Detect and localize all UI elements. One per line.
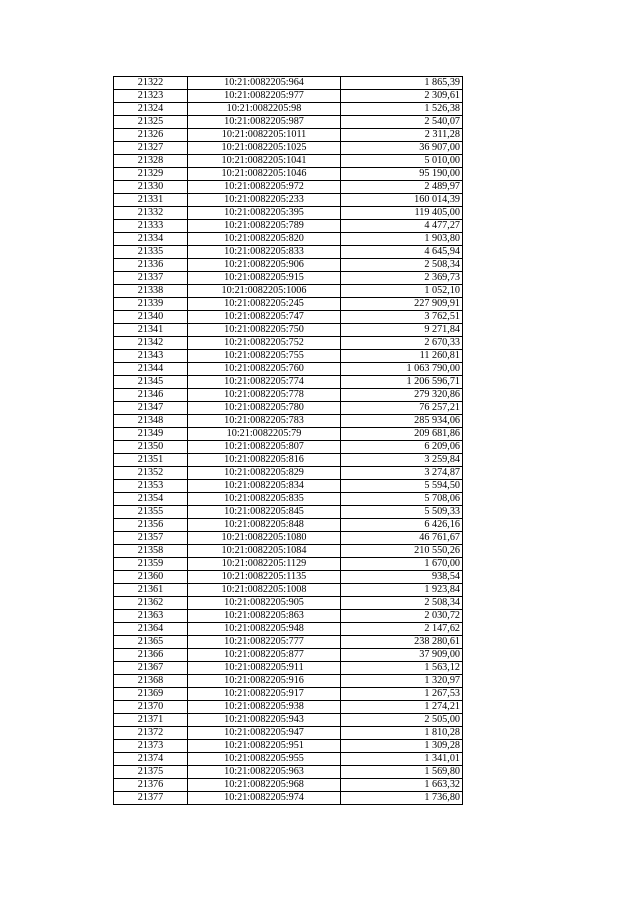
cadastral-number-cell: 10:21:0082205:833 — [188, 246, 341, 259]
row-number-cell: 21356 — [114, 519, 188, 532]
table-row — [114, 480, 463, 493]
table-row — [114, 207, 463, 220]
value-cell: 1 663,32 — [341, 779, 463, 792]
row-number-cell: 21375 — [114, 766, 188, 779]
cadastral-number-cell: 10:21:0082205:1135 — [188, 571, 341, 584]
cadastral-number-cell: 10:21:0082205:848 — [188, 519, 341, 532]
row-number-cell: 21362 — [114, 597, 188, 610]
cadastral-number-cell: 10:21:0082205:747 — [188, 311, 341, 324]
table-row — [114, 259, 463, 272]
cadastral-number-cell: 10:21:0082205:816 — [188, 454, 341, 467]
cadastral-number-cell: 10:21:0082205:863 — [188, 610, 341, 623]
cadastral-number-cell: 10:21:0082205:783 — [188, 415, 341, 428]
table-row — [114, 584, 463, 597]
value-cell: 5 594,50 — [341, 480, 463, 493]
value-cell: 46 761,67 — [341, 532, 463, 545]
cadastral-number-cell: 10:21:0082205:906 — [188, 259, 341, 272]
table-row — [114, 246, 463, 259]
cadastral-number-cell: 10:21:0082205:877 — [188, 649, 341, 662]
value-cell: 119 405,00 — [341, 207, 463, 220]
value-cell: 2 508,34 — [341, 597, 463, 610]
row-number-cell: 21372 — [114, 727, 188, 740]
cadastral-number-cell: 10:21:0082205:1084 — [188, 545, 341, 558]
cadastral-number-cell: 10:21:0082205:948 — [188, 623, 341, 636]
value-cell: 227 909,91 — [341, 298, 463, 311]
value-cell: 2 369,73 — [341, 272, 463, 285]
table-row — [114, 441, 463, 454]
table-row — [114, 233, 463, 246]
row-number-cell: 21373 — [114, 740, 188, 753]
row-number-cell: 21324 — [114, 103, 188, 116]
cadastral-number-cell: 10:21:0082205:777 — [188, 636, 341, 649]
value-cell: 6 426,16 — [341, 519, 463, 532]
value-cell: 2 030,72 — [341, 610, 463, 623]
row-number-cell: 21355 — [114, 506, 188, 519]
row-number-cell: 21374 — [114, 753, 188, 766]
row-number-cell: 21334 — [114, 233, 188, 246]
table-row — [114, 753, 463, 766]
cadastral-number-cell: 10:21:0082205:395 — [188, 207, 341, 220]
cadastral-number-cell: 10:21:0082205:780 — [188, 402, 341, 415]
value-cell: 5 010,00 — [341, 155, 463, 168]
row-number-cell: 21369 — [114, 688, 188, 701]
row-number-cell: 21368 — [114, 675, 188, 688]
row-number-cell: 21345 — [114, 376, 188, 389]
value-cell: 1 063 790,00 — [341, 363, 463, 376]
table-row — [114, 90, 463, 103]
table-row — [114, 155, 463, 168]
cadastral-number-cell: 10:21:0082205:835 — [188, 493, 341, 506]
table-row — [114, 792, 463, 805]
cadastral-number-cell: 10:21:0082205:905 — [188, 597, 341, 610]
value-cell: 1 670,00 — [341, 558, 463, 571]
value-cell: 1 267,53 — [341, 688, 463, 701]
cadastral-number-cell: 10:21:0082205:943 — [188, 714, 341, 727]
cadastral-number-cell: 10:21:0082205:760 — [188, 363, 341, 376]
cadastral-number-cell: 10:21:0082205:750 — [188, 324, 341, 337]
table-row — [114, 688, 463, 701]
value-cell: 2 505,00 — [341, 714, 463, 727]
table-row — [114, 454, 463, 467]
value-cell: 1 052,10 — [341, 285, 463, 298]
table-row — [114, 623, 463, 636]
table-row — [114, 532, 463, 545]
cadastral-number-cell: 10:21:0082205:963 — [188, 766, 341, 779]
row-number-cell: 21328 — [114, 155, 188, 168]
cadastral-number-cell: 10:21:0082205:789 — [188, 220, 341, 233]
value-cell: 9 271,84 — [341, 324, 463, 337]
row-number-cell: 21367 — [114, 662, 188, 675]
table-row — [114, 311, 463, 324]
table-row — [114, 168, 463, 181]
table-row — [114, 285, 463, 298]
cadastral-number-cell: 10:21:0082205:79 — [188, 428, 341, 441]
value-cell: 2 540,07 — [341, 116, 463, 129]
row-number-cell: 21352 — [114, 467, 188, 480]
row-number-cell: 21364 — [114, 623, 188, 636]
table-row — [114, 545, 463, 558]
row-number-cell: 21322 — [114, 77, 188, 90]
cadastral-number-cell: 10:21:0082205:938 — [188, 701, 341, 714]
row-number-cell: 21336 — [114, 259, 188, 272]
row-number-cell: 21366 — [114, 649, 188, 662]
row-number-cell: 21371 — [114, 714, 188, 727]
table-row — [114, 467, 463, 480]
row-number-cell: 21347 — [114, 402, 188, 415]
cadastral-number-cell: 10:21:0082205:233 — [188, 194, 341, 207]
table-row — [114, 103, 463, 116]
table-row — [114, 428, 463, 441]
value-cell: 36 907,00 — [341, 142, 463, 155]
value-cell: 2 147,62 — [341, 623, 463, 636]
value-cell: 1 309,28 — [341, 740, 463, 753]
value-cell: 1 274,21 — [341, 701, 463, 714]
row-number-cell: 21363 — [114, 610, 188, 623]
table-row — [114, 571, 463, 584]
row-number-cell: 21338 — [114, 285, 188, 298]
cadastral-number-cell: 10:21:0082205:947 — [188, 727, 341, 740]
cadastral-number-cell: 10:21:0082205:964 — [188, 77, 341, 90]
value-cell: 285 934,06 — [341, 415, 463, 428]
row-number-cell: 21376 — [114, 779, 188, 792]
cadastral-number-cell: 10:21:0082205:916 — [188, 675, 341, 688]
value-cell: 160 014,39 — [341, 194, 463, 207]
table-row — [114, 610, 463, 623]
cadastral-number-cell: 10:21:0082205:807 — [188, 441, 341, 454]
table-row — [114, 727, 463, 740]
row-number-cell: 21349 — [114, 428, 188, 441]
row-number-cell: 21361 — [114, 584, 188, 597]
cadastral-number-cell: 10:21:0082205:977 — [188, 90, 341, 103]
value-cell: 2 670,33 — [341, 337, 463, 350]
value-cell: 938,54 — [341, 571, 463, 584]
row-number-cell: 21353 — [114, 480, 188, 493]
value-cell: 11 260,81 — [341, 350, 463, 363]
cadastral-number-cell: 10:21:0082205:820 — [188, 233, 341, 246]
row-number-cell: 21326 — [114, 129, 188, 142]
table-row — [114, 597, 463, 610]
row-number-cell: 21333 — [114, 220, 188, 233]
row-number-cell: 21359 — [114, 558, 188, 571]
value-cell: 3 762,51 — [341, 311, 463, 324]
cadastral-number-cell: 10:21:0082205:1080 — [188, 532, 341, 545]
row-number-cell: 21325 — [114, 116, 188, 129]
cadastral-number-cell: 10:21:0082205:834 — [188, 480, 341, 493]
cadastral-number-cell: 10:21:0082205:917 — [188, 688, 341, 701]
cadastral-number-cell: 10:21:0082205:778 — [188, 389, 341, 402]
value-cell: 1 563,12 — [341, 662, 463, 675]
table-row — [114, 675, 463, 688]
row-number-cell: 21357 — [114, 532, 188, 545]
row-number-cell: 21339 — [114, 298, 188, 311]
row-number-cell: 21377 — [114, 792, 188, 805]
table-row — [114, 402, 463, 415]
table-row — [114, 415, 463, 428]
cadastral-number-cell: 10:21:0082205:1046 — [188, 168, 341, 181]
table-row — [114, 129, 463, 142]
value-cell: 1 865,39 — [341, 77, 463, 90]
row-number-cell: 21332 — [114, 207, 188, 220]
row-number-cell: 21331 — [114, 194, 188, 207]
value-cell: 210 550,26 — [341, 545, 463, 558]
value-cell: 1 569,80 — [341, 766, 463, 779]
row-number-cell: 21329 — [114, 168, 188, 181]
cadastral-number-cell: 10:21:0082205:1006 — [188, 285, 341, 298]
cadastral-number-cell: 10:21:0082205:915 — [188, 272, 341, 285]
table-row — [114, 740, 463, 753]
value-cell: 1 320,97 — [341, 675, 463, 688]
row-number-cell: 21343 — [114, 350, 188, 363]
value-cell: 6 209,06 — [341, 441, 463, 454]
table-row — [114, 649, 463, 662]
table-row — [114, 298, 463, 311]
value-cell: 76 257,21 — [341, 402, 463, 415]
value-cell: 95 190,00 — [341, 168, 463, 181]
row-number-cell: 21330 — [114, 181, 188, 194]
cadastral-number-cell: 10:21:0082205:987 — [188, 116, 341, 129]
row-number-cell: 21348 — [114, 415, 188, 428]
row-number-cell: 21340 — [114, 311, 188, 324]
value-cell: 5 509,33 — [341, 506, 463, 519]
value-cell: 2 311,28 — [341, 129, 463, 142]
value-cell: 1 923,84 — [341, 584, 463, 597]
value-cell: 1 526,38 — [341, 103, 463, 116]
table-row — [114, 350, 463, 363]
table-row — [114, 714, 463, 727]
table-row — [114, 662, 463, 675]
row-number-cell: 21344 — [114, 363, 188, 376]
table-row — [114, 506, 463, 519]
table-row — [114, 389, 463, 402]
value-cell: 1 810,28 — [341, 727, 463, 740]
value-cell: 2 309,61 — [341, 90, 463, 103]
table-row — [114, 142, 463, 155]
table-row — [114, 493, 463, 506]
value-cell: 238 280,61 — [341, 636, 463, 649]
table-row — [114, 519, 463, 532]
value-cell: 1 736,80 — [341, 792, 463, 805]
cadastral-number-cell: 10:21:0082205:911 — [188, 662, 341, 675]
value-cell: 1 206 596,71 — [341, 376, 463, 389]
table-row — [114, 272, 463, 285]
table-row — [114, 324, 463, 337]
row-number-cell: 21335 — [114, 246, 188, 259]
row-number-cell: 21337 — [114, 272, 188, 285]
cadastral-number-cell: 10:21:0082205:972 — [188, 181, 341, 194]
value-cell: 3 259,84 — [341, 454, 463, 467]
value-cell: 3 274,87 — [341, 467, 463, 480]
cadastral-number-cell: 10:21:0082205:955 — [188, 753, 341, 766]
value-cell: 1 341,01 — [341, 753, 463, 766]
cadastral-number-cell: 10:21:0082205:774 — [188, 376, 341, 389]
table-row — [114, 636, 463, 649]
row-number-cell: 21327 — [114, 142, 188, 155]
row-number-cell: 21354 — [114, 493, 188, 506]
row-number-cell: 21358 — [114, 545, 188, 558]
table-row — [114, 766, 463, 779]
value-cell: 37 909,00 — [341, 649, 463, 662]
cadastral-number-cell: 10:21:0082205:1025 — [188, 142, 341, 155]
value-cell: 2 489,97 — [341, 181, 463, 194]
table-row — [114, 363, 463, 376]
table-row — [114, 701, 463, 714]
cadastral-number-cell: 10:21:0082205:752 — [188, 337, 341, 350]
table-row — [114, 558, 463, 571]
table-row — [114, 220, 463, 233]
value-cell: 4 477,27 — [341, 220, 463, 233]
row-number-cell: 21370 — [114, 701, 188, 714]
row-number-cell: 21346 — [114, 389, 188, 402]
cadastral-number-cell: 10:21:0082205:245 — [188, 298, 341, 311]
cadastral-number-cell: 10:21:0082205:1129 — [188, 558, 341, 571]
cadastral-number-cell: 10:21:0082205:974 — [188, 792, 341, 805]
row-number-cell: 21323 — [114, 90, 188, 103]
value-cell: 279 320,86 — [341, 389, 463, 402]
table-row — [114, 337, 463, 350]
value-cell: 209 681,86 — [341, 428, 463, 441]
cadastral-number-cell: 10:21:0082205:829 — [188, 467, 341, 480]
row-number-cell: 21350 — [114, 441, 188, 454]
value-cell: 4 645,94 — [341, 246, 463, 259]
row-number-cell: 21351 — [114, 454, 188, 467]
value-cell: 5 708,06 — [341, 493, 463, 506]
table-row — [114, 376, 463, 389]
cadastral-number-cell: 10:21:0082205:951 — [188, 740, 341, 753]
cadastral-number-cell: 10:21:0082205:845 — [188, 506, 341, 519]
value-cell: 2 508,34 — [341, 259, 463, 272]
cadastral-number-cell: 10:21:0082205:98 — [188, 103, 341, 116]
cadastral-value-table — [113, 76, 463, 805]
table-row — [114, 116, 463, 129]
cadastral-number-cell: 10:21:0082205:755 — [188, 350, 341, 363]
table-row — [114, 181, 463, 194]
cadastral-number-cell: 10:21:0082205:968 — [188, 779, 341, 792]
table-body — [114, 77, 463, 805]
cadastral-number-cell: 10:21:0082205:1041 — [188, 155, 341, 168]
cadastral-number-cell: 10:21:0082205:1008 — [188, 584, 341, 597]
value-cell: 1 903,80 — [341, 233, 463, 246]
table-row — [114, 779, 463, 792]
row-number-cell: 21365 — [114, 636, 188, 649]
table-row — [114, 194, 463, 207]
row-number-cell: 21360 — [114, 571, 188, 584]
cadastral-number-cell: 10:21:0082205:1011 — [188, 129, 341, 142]
row-number-cell: 21341 — [114, 324, 188, 337]
row-number-cell: 21342 — [114, 337, 188, 350]
table-row — [114, 77, 463, 90]
